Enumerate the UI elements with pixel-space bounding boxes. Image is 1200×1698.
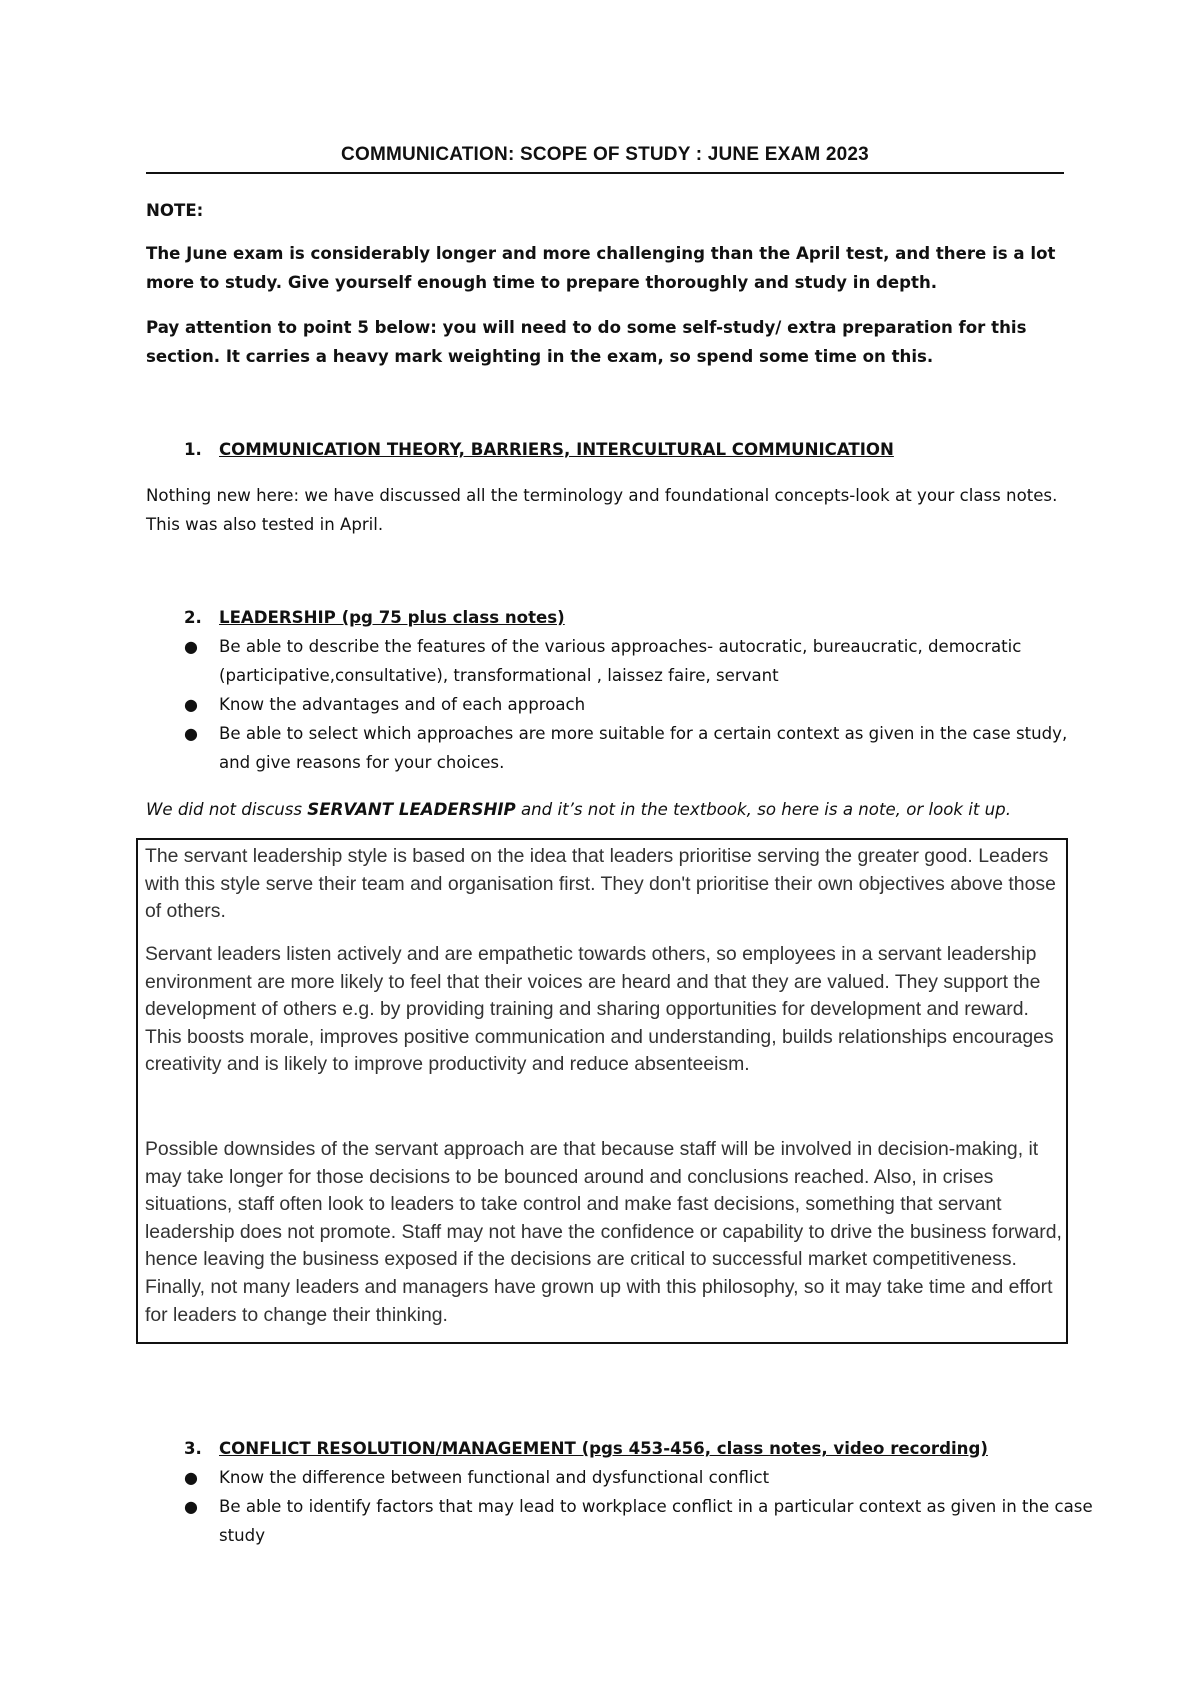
servant-leadership-note — [146, 795, 1066, 824]
section-1-text: Nothing new here: we have discussed all the terminology and foundational concepts-look at your class notes. This was also tested in April. — [146, 486, 1058, 534]
list-item: Be able to select which approaches are more suitable for a certain context as given in the case study, and give reasons for your choices. — [219, 724, 1068, 772]
bullet-icon: ● — [184, 1497, 198, 1516]
list-item: Know the advantages and of each approach — [219, 695, 586, 714]
box-paragraph-1: The servant leadership style is based on the idea that leaders prioritise serving the greater good. Leaders with this style serve their team and organisation first. They don't prioritise their own objectives above those of others. — [145, 845, 1056, 923]
note-paragraph-1: The June exam is considerably longer and more challenging than the April test, and there is a lot more to study. Give yourself enough time to prepare thoroughly and study in depth. — [146, 244, 1056, 292]
note-label: NOTE: — [146, 201, 204, 220]
bullet-icon: ● — [184, 637, 198, 656]
bullet-icon: ● — [184, 695, 198, 714]
list-item: Be able to describe the features of the various approaches- autocratic, bureaucratic, democratic (participative,consultative), transformational , laissez faire, servant — [219, 637, 1022, 685]
list-item: Be able to identify factors that may lead to workplace conflict in a particular context as given in the case study — [219, 1497, 1093, 1545]
title-underline — [146, 172, 1064, 174]
section-number: 3. — [184, 1439, 202, 1458]
note-emphasis: SERVANT LEADERSHIP — [307, 800, 516, 819]
section-number: 1. — [184, 440, 202, 459]
section-heading-conflict-resolution: CONFLICT RESOLUTION/MANAGEMENT (pgs 453-456, class notes, video recording) — [219, 1439, 988, 1458]
list-item: Know the difference between functional and dysfunctional conflict — [219, 1468, 770, 1487]
note-text: We did not discuss — [146, 800, 308, 819]
section-heading-leadership: LEADERSHIP (pg 75 plus class notes) — [219, 608, 565, 627]
box-paragraph-3: Possible downsides of the servant approach are that because staff will be involved in decision-making, it may take longer for those decisions to be bounced around and conclusions reached. Also, in crises situations, staff often look to leaders to take control and make fast decisions, something that servant leadership does not promote. Staff may not have the confidence or capability to drive the business forward, hence leaving the business exposed if the decisions are critical to successful market competitiveness. Finally, not many leaders and managers have grown up with this philosophy, so it may take time and effort for leaders to change their thinking. — [145, 1138, 1062, 1326]
note-text: and it’s not in the textbook, so here is a note, or look it up. — [515, 800, 1011, 819]
bullet-icon: ● — [184, 1468, 198, 1487]
box-paragraph-2: Servant leaders listen actively and are empathetic towards others, so employees in a servant leadership environment are more likely to feel that their voices are heard and that they are valued. They support the development of others e.g. by providing training and sharing opportunities for development and reward. This boosts morale, improves positive communication and understanding, builds relationships encourages creativity and is likely to improve productivity and reduce absenteeism. — [145, 943, 1054, 1076]
note-paragraph-2: Pay attention to point 5 below: you will need to do some self-study/ extra preparation for this section. It carries a heavy mark weighting in the exam, so spend some time on this. — [146, 318, 1027, 366]
document-title: COMMUNICATION: SCOPE OF STUDY : JUNE EXAM 2023 — [341, 144, 869, 165]
section-heading-communication-theory: COMMUNICATION THEORY, BARRIERS, INTERCULTURAL COMMUNICATION — [219, 440, 894, 459]
section-number: 2. — [184, 608, 202, 627]
bullet-icon: ● — [184, 724, 198, 743]
